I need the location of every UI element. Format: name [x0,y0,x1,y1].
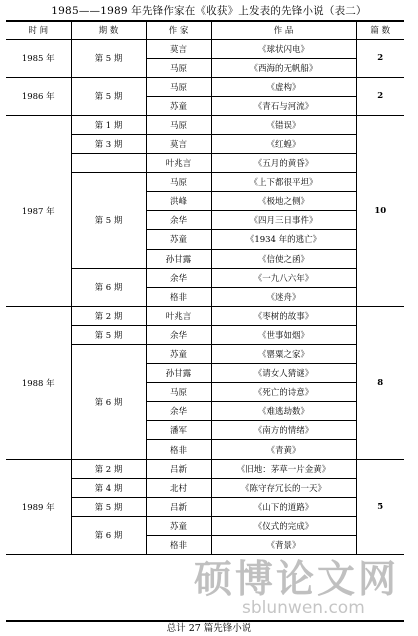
author-cell: 余华 [146,211,211,230]
issue-cell: 第 6 期 [71,516,146,554]
issue-cell: 第 1 期 [71,115,146,134]
author-cell: 孙甘露 [146,249,211,268]
header-issue: 期 数 [71,22,146,39]
author-cell: 马原 [146,115,211,134]
work-cell: 《五月的黄昏》 [211,154,356,173]
author-cell: 苏童 [146,230,211,249]
work-cell: 《信使之函》 [211,249,356,268]
watermark-text: 硕博论文网 [194,557,400,601]
author-cell: 格非 [146,535,211,554]
header-work: 作 品 [211,22,356,39]
author-cell: 吕新 [146,459,211,478]
work-cell: 《世事如烟》 [211,325,356,344]
work-cell: 《罂粟之家》 [211,345,356,364]
author-cell: 格非 [146,440,211,459]
author-cell: 潘军 [146,421,211,440]
work-cell: 《旧地：茅草一片金黄》 [211,459,356,478]
author-cell: 莫言 [146,134,211,153]
table-row [6,39,404,58]
work-cell: 《请女人猜谜》 [211,364,356,383]
author-cell: 吕新 [146,497,211,516]
work-cell: 《四月三日事件》 [211,211,356,230]
issue-cell: 第 5 期 [71,77,146,115]
work-cell: 《红蝗》 [211,134,356,153]
header-row [6,22,404,39]
work-cell: 《西海的无帆船》 [211,58,356,77]
author-cell: 莫言 [146,39,211,58]
count-cell: 8 [356,306,404,459]
author-cell: 苏童 [146,516,211,535]
author-cell: 孙甘露 [146,364,211,383]
work-cell: 《陈守存冗长的一天》 [211,478,356,497]
table-row [6,459,404,478]
author-cell: 洪峰 [146,192,211,211]
work-cell: 《仪式的完成》 [211,516,356,535]
table-footer: 总计 27 篇先锋小说 [166,623,252,634]
issue-cell: 第 5 期 [71,173,146,268]
year-cell: 1985 年 [6,39,71,77]
watermark-url: sblunwen.com [242,598,365,618]
author-cell: 余华 [146,402,211,421]
year-cell: 1988 年 [6,306,71,459]
work-cell: 《南方的情绪》 [211,421,356,440]
count-cell: 2 [356,39,404,77]
table-title: 1985——1989 年先锋作家在《收获》上发表的先锋小说（表二） [51,5,367,17]
issue-cell: 第 6 期 [71,268,146,306]
work-cell: 《难逃劫数》 [211,402,356,421]
author-cell: 苏童 [146,345,211,364]
work-cell: 《极地之侧》 [211,192,356,211]
work-cell: 《死亡的诗意》 [211,383,356,402]
work-cell: 《1934 年的逃亡》 [211,230,356,249]
author-cell: 叶兆言 [146,306,211,325]
issue-cell: 第 2 期 [71,459,146,478]
issue-cell: 第 4 期 [71,478,146,497]
work-cell: 《青黄》 [211,440,356,459]
work-cell: 《上下都很平坦》 [211,173,356,192]
issue-cell: 第 5 期 [71,497,146,516]
count-cell: 2 [356,77,404,115]
table-row [6,115,404,134]
works-table [6,22,404,555]
year-cell: 1987 年 [6,115,71,306]
count-cell: 10 [356,115,404,306]
issue-cell: 第 3 期 [71,134,146,153]
work-cell: 《山下的道路》 [211,497,356,516]
author-cell: 余华 [146,268,211,287]
issue-cell: 第 5 期 [71,39,146,77]
works-table-body [6,22,404,555]
author-cell: 马原 [146,58,211,77]
issue-cell: 第 5 期 [71,325,146,344]
year-cell: 1986 年 [6,77,71,115]
issue-cell [71,154,146,173]
work-cell: 《一九八六年》 [211,268,356,287]
table-row [6,77,404,96]
author-cell: 叶兆言 [146,154,211,173]
issue-cell: 第 6 期 [71,345,146,460]
work-cell: 《枣树的故事》 [211,306,356,325]
work-cell: 《球状闪电》 [211,39,356,58]
year-cell: 1989 年 [6,459,71,554]
author-cell: 苏童 [146,96,211,115]
author-cell: 马原 [146,77,211,96]
table-row [6,306,404,325]
author-cell: 格非 [146,287,211,306]
work-cell: 《青石与河流》 [211,96,356,115]
work-cell: 《背景》 [211,535,356,554]
issue-cell: 第 2 期 [71,306,146,325]
header-time: 时 间 [6,22,71,39]
header-author: 作 家 [146,22,211,39]
work-cell: 《虚构》 [211,77,356,96]
count-cell: 5 [356,459,404,554]
author-cell: 北村 [146,478,211,497]
work-cell: 《迷舟》 [211,287,356,306]
work-cell: 《错误》 [211,115,356,134]
author-cell: 马原 [146,383,211,402]
header-count: 篇 数 [356,22,404,39]
author-cell: 余华 [146,325,211,344]
author-cell: 马原 [146,173,211,192]
